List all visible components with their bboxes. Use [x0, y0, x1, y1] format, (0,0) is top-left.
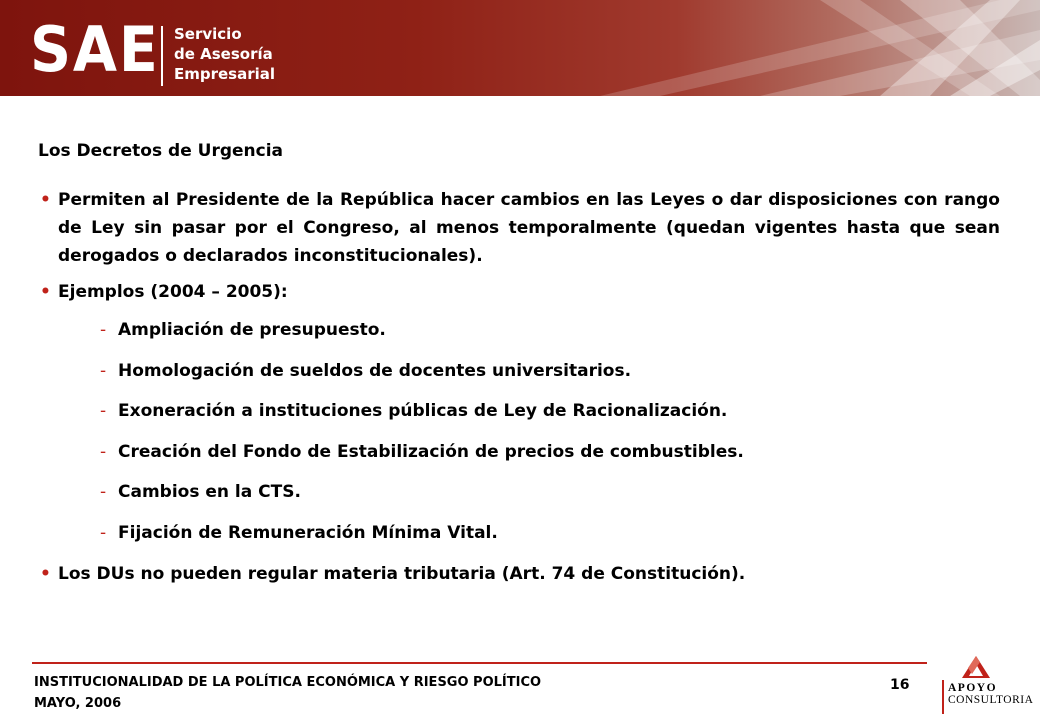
- bullet-dot: •: [40, 190, 51, 210]
- footer-caption: [34, 672, 541, 714]
- example-item: [38, 519, 1000, 547]
- bullet-dot: •: [40, 563, 51, 584]
- footer-divider: [32, 662, 927, 664]
- footer-date: MAYO, 2006: [34, 696, 122, 711]
- bullet-dot: •: [40, 282, 51, 302]
- bullet-text: Los DUs no pueden regular materia tributaria (Art. 74 de Constitución).: [58, 563, 746, 584]
- brand-line-1: APOYO: [948, 682, 998, 694]
- example-item: [38, 438, 1000, 466]
- logo-tagline: [174, 24, 324, 84]
- footer-title: INSTITUCIONALIDAD DE LA POLÍTICA ECONÓMICA Y RIESGO POLÍTICO: [34, 675, 542, 690]
- apoyo-brand: [948, 682, 1033, 706]
- example-text: Homologación de sueldos de docentes universitarios.: [118, 360, 632, 381]
- dash-marker: -: [100, 441, 107, 462]
- tagline-line-2: de Asesoría: [174, 45, 273, 63]
- example-text: Exoneración a instituciones públicas de Ley de Racionalización.: [118, 401, 728, 422]
- example-item: [38, 316, 1000, 344]
- dash-marker: -: [100, 320, 107, 340]
- tagline-line-3: Empresarial: [174, 65, 276, 83]
- bullet-text: Ejemplos (2004 – 2005):: [58, 282, 288, 302]
- tagline-line-1: Servicio: [174, 25, 242, 43]
- example-item: [38, 357, 1000, 385]
- dash-marker: -: [100, 482, 107, 503]
- example-text: Cambios en la CTS.: [118, 482, 301, 503]
- bullet-item: [38, 278, 1000, 306]
- slide-title: Los Decretos de Urgencia: [38, 141, 284, 161]
- example-text: Fijación de Remuneración Mínima Vital.: [118, 522, 498, 543]
- sae-logo: SAE: [30, 13, 160, 86]
- page-number: 16: [890, 677, 910, 693]
- logo-divider: [161, 26, 163, 86]
- slide-content: [38, 186, 1000, 596]
- dash-marker: -: [100, 522, 107, 543]
- example-item: [38, 478, 1000, 506]
- example-text: Creación del Fondo de Estabilización de precios de combustibles.: [118, 441, 744, 462]
- bullet-item: [38, 560, 1000, 588]
- brand-line-2: CONSULTORIA: [948, 694, 1034, 706]
- dash-marker: -: [100, 401, 107, 422]
- dash-marker: -: [100, 360, 107, 381]
- example-text: Ampliación de presupuesto.: [118, 320, 386, 340]
- header-banner: [0, 0, 1040, 96]
- example-item: [38, 397, 1000, 425]
- bullet-text: Permiten al Presidente de la República hacer cambios en las Leyes o dar disposiciones con rango de Ley sin pasar por el Congreso, al menos temporalmente (quedan vigentes hasta que sean derogados o declarados inconstitucionales).: [58, 190, 1000, 266]
- bullet-item: [38, 186, 1000, 270]
